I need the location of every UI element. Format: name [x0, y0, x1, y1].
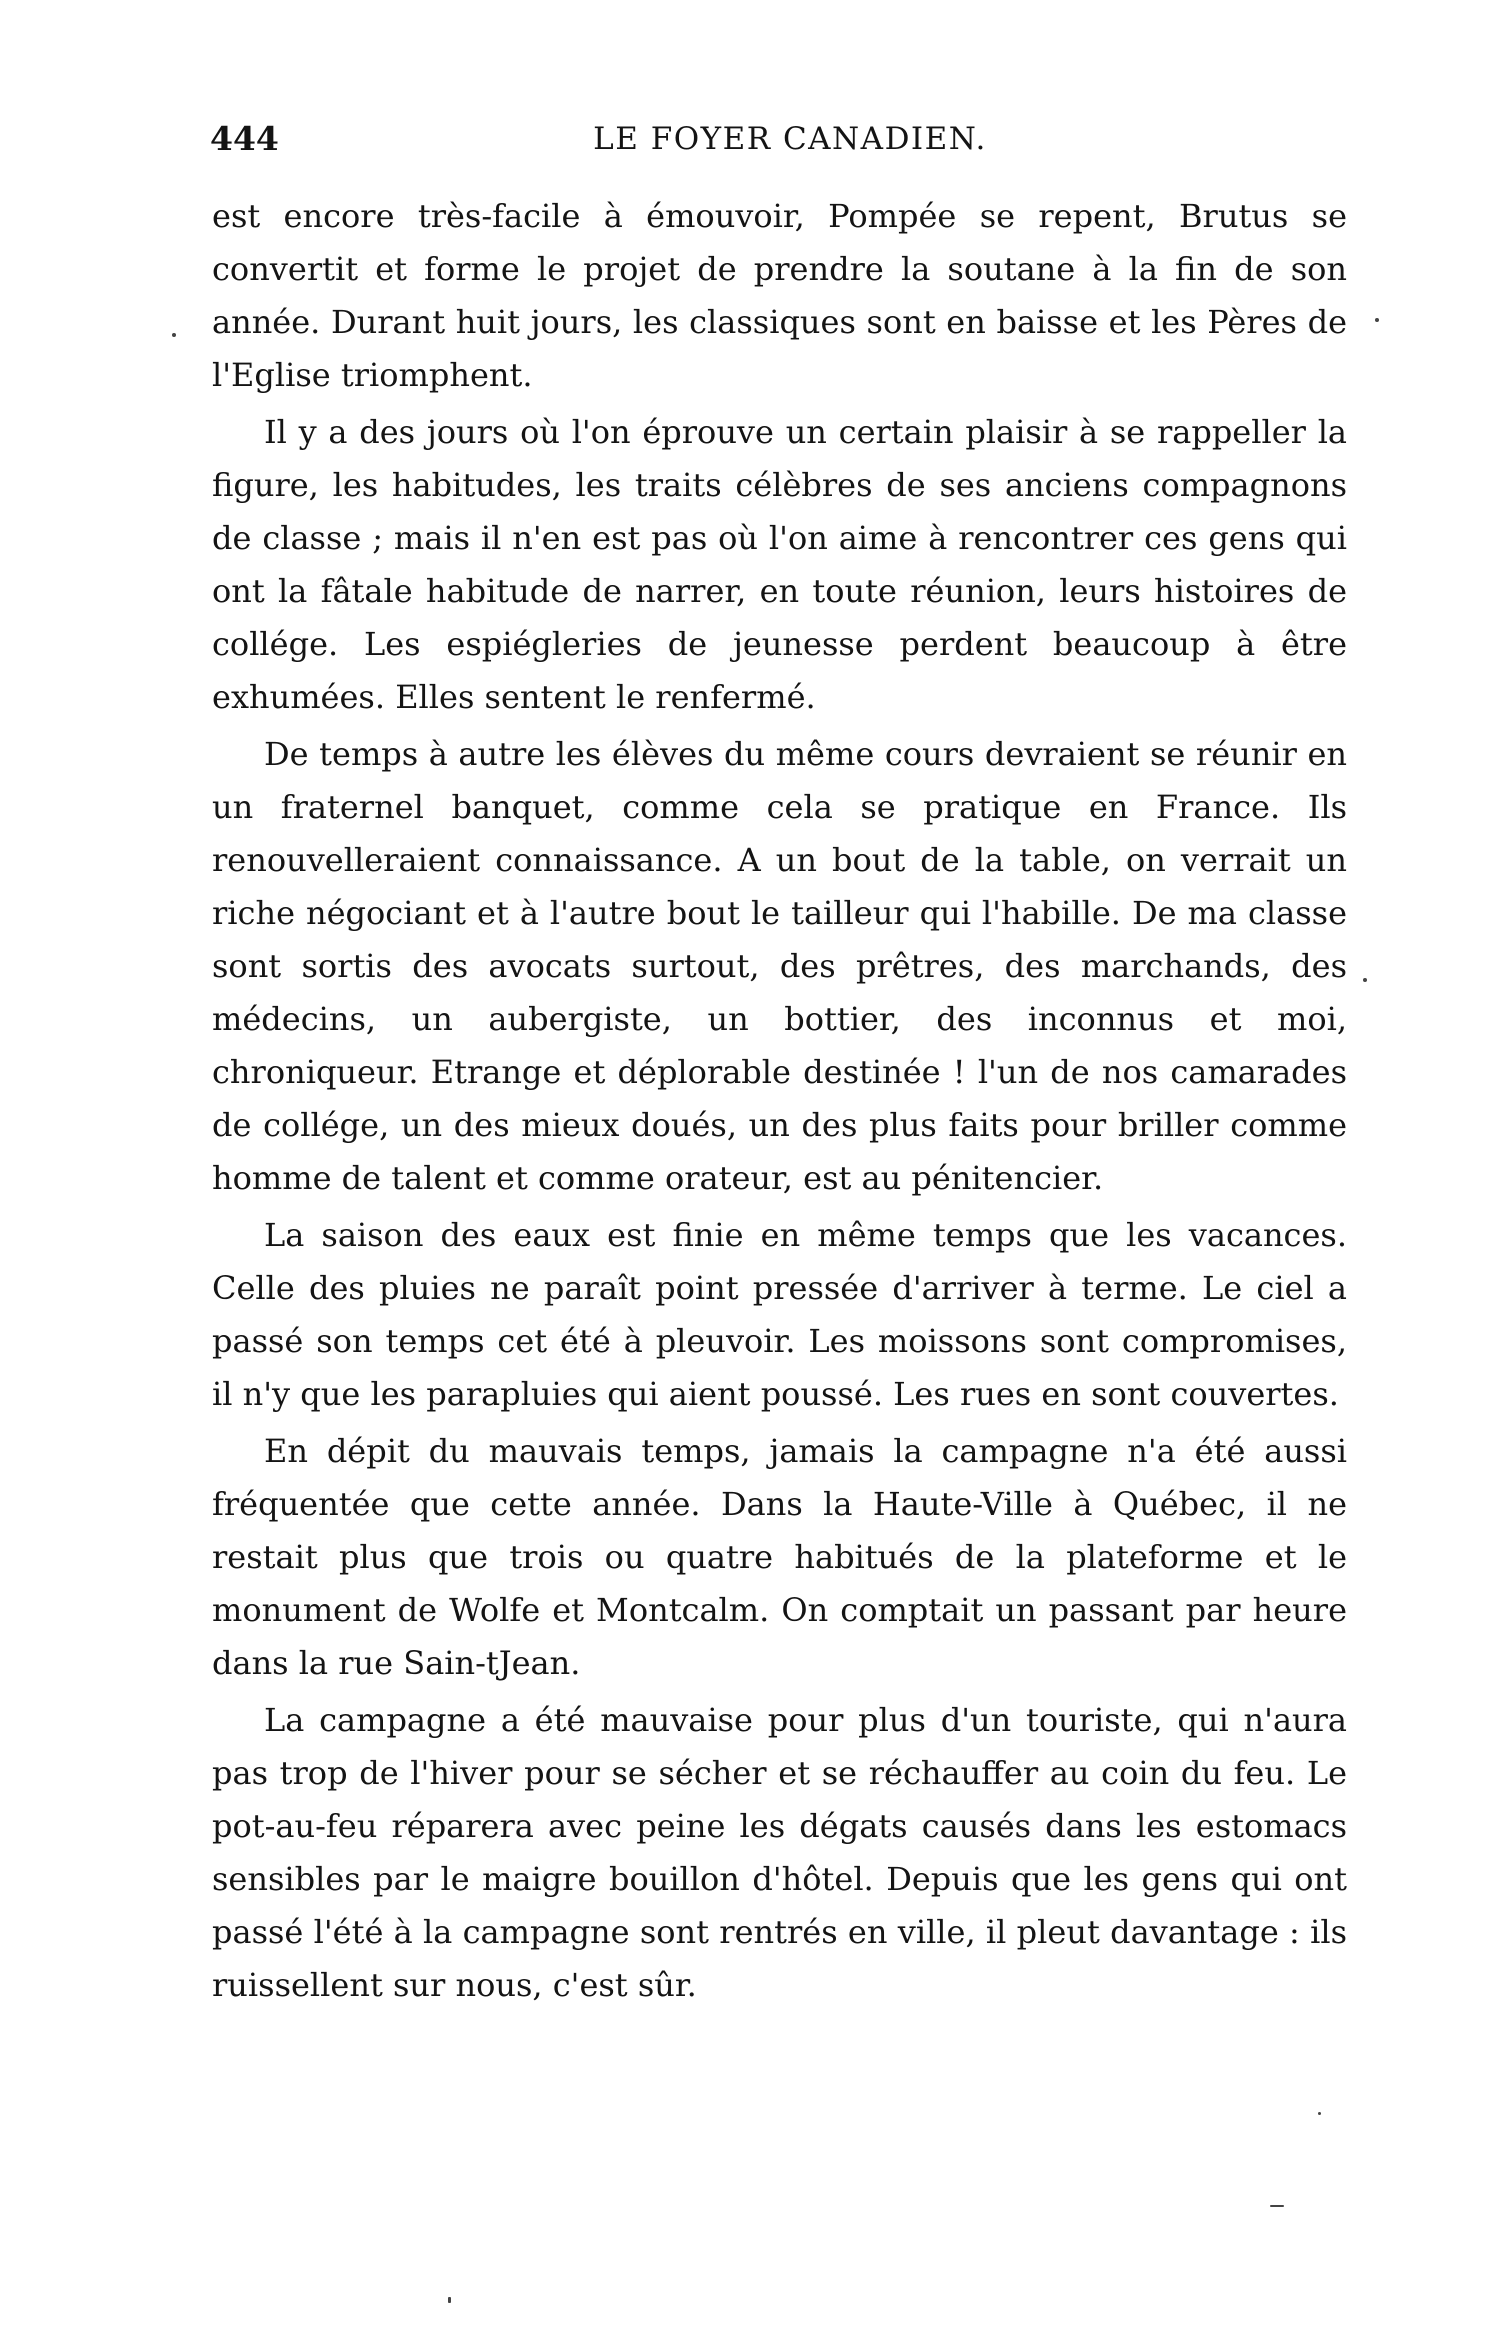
page-number: 444 [210, 119, 279, 158]
running-title: LE FOYER CANADIEN. [593, 121, 987, 157]
paragraph-continued: est encore très-facile à émouvoir, Pompée se repent, Brutus se convertit et forme le projet de prendre la soutane à la fin de son année. Durant huit jours, les classiques sont en baisse et les Pères de l'Eglise triomphent. [212, 197, 1347, 394]
print-speck [448, 2297, 451, 2303]
paragraph-banquet: De temps à autre les élèves du même cours devraient se réunir en un fraternel banquet, comme cela se pratique en France. Ils renouvelleraient connaissance. A un bout de la table, on verrait un riche négociant et à l'autre bout le tailleur qui l'habille. De ma classe sont sortis des avocats surtout, des prêtres, des marchands, des médecins, un aubergiste, un bottier, des inconnus et moi, chroniqueur. Etrange et déplorable destinée ! l'un de nos camarades de collége, un des mieux doués, un des plus faits pour briller comme homme de talent et comme orateur, est au pénitencier. [212, 735, 1347, 1197]
running-head [210, 112, 1370, 166]
paragraph-rain-season: La saison des eaux est finie en même temps que les vacances. Celle des pluies ne paraît point pressée d'arriver à terme. Le ciel a passé son temps cet été à pleuvoir. Les moissons sont compromises, il n'y que les parapluies qui aient poussé. Les rues en sont couvertes. [212, 1216, 1347, 1413]
print-speck [1270, 2205, 1284, 2207]
print-speck [1363, 978, 1367, 982]
print-speck [172, 333, 176, 337]
print-speck [1375, 318, 1379, 322]
paragraph-countryside: En dépit du mauvais temps, jamais la campagne n'a été aussi fréquentée que cette année. Dans la Haute-Ville à Québec, il ne restait plus que trois ou quatre habitués de la plateforme et le monument de Wolfe et Montcalm. On comptait un passant par heure dans la rue Sain-tJean. [212, 1432, 1347, 1682]
print-speck [1318, 2112, 1321, 2115]
paragraph-classmates: Il y a des jours où l'on éprouve un certain plaisir à se rappeller la figure, les habitudes, les traits célèbres de ses anciens compagnons de classe ; mais il n'en est pas où l'on aime à rencontrer ces gens qui ont la fâtale habitude de narrer, en toute réunion, leurs histoires de collége. Les espiégleries de jeunesse perdent beaucoup à être exhumées. Elles sentent le renfermé. [212, 413, 1347, 716]
paragraph-tourists: La campagne a été mauvaise pour plus d'un touriste, qui n'aura pas trop de l'hiver pour se sécher et se réchauffer au coin du feu. Le pot-au-feu réparera avec peine les dégats causés dans les estomacs sensibles par le maigre bouillon d'hôtel. Depuis que les gens qui ont passé l'été à la campagne sont rentrés en ville, il pleut davantage : ils ruissellent sur nous, c'est sûr. [212, 1701, 1347, 2004]
body-text [212, 190, 1347, 2016]
